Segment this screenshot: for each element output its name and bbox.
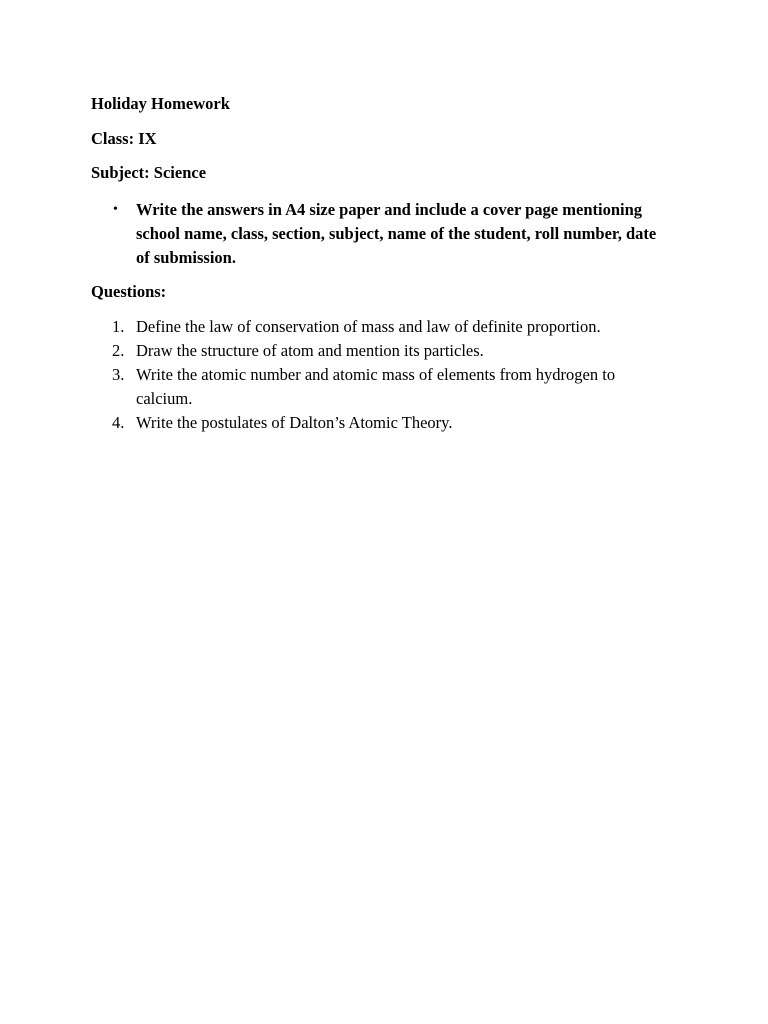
question-number: 3.	[112, 365, 125, 384]
questions-heading: Questions:	[91, 282, 167, 301]
question-number: 1.	[112, 317, 125, 336]
instruction-list	[91, 198, 671, 270]
subject-line: Subject: Science	[91, 163, 207, 182]
question-item	[91, 411, 671, 435]
questions-list	[91, 315, 671, 435]
question-text: Write the postulates of Dalton’s Atomic Theory.	[136, 413, 453, 432]
instruction-item	[91, 198, 671, 270]
question-text: Draw the structure of atom and mention its particles.	[136, 341, 484, 360]
bullet-marker: •	[113, 202, 118, 217]
question-number: 2.	[112, 341, 125, 360]
class-line: Class: IX	[91, 129, 157, 148]
instruction-text: Write the answers in A4 size paper and include a cover page mentioning school name, class, section, subject, name of the student, roll number, date of submission.	[136, 200, 657, 267]
question-item	[91, 315, 671, 339]
question-number: 4.	[112, 413, 125, 432]
question-item	[91, 363, 671, 411]
document-title: Holiday Homework	[91, 94, 230, 113]
question-text: Define the law of conservation of mass and law of definite proportion.	[136, 317, 601, 336]
question-text: Write the atomic number and atomic mass of elements from hydrogen to calcium.	[136, 365, 616, 408]
question-item	[91, 339, 671, 363]
